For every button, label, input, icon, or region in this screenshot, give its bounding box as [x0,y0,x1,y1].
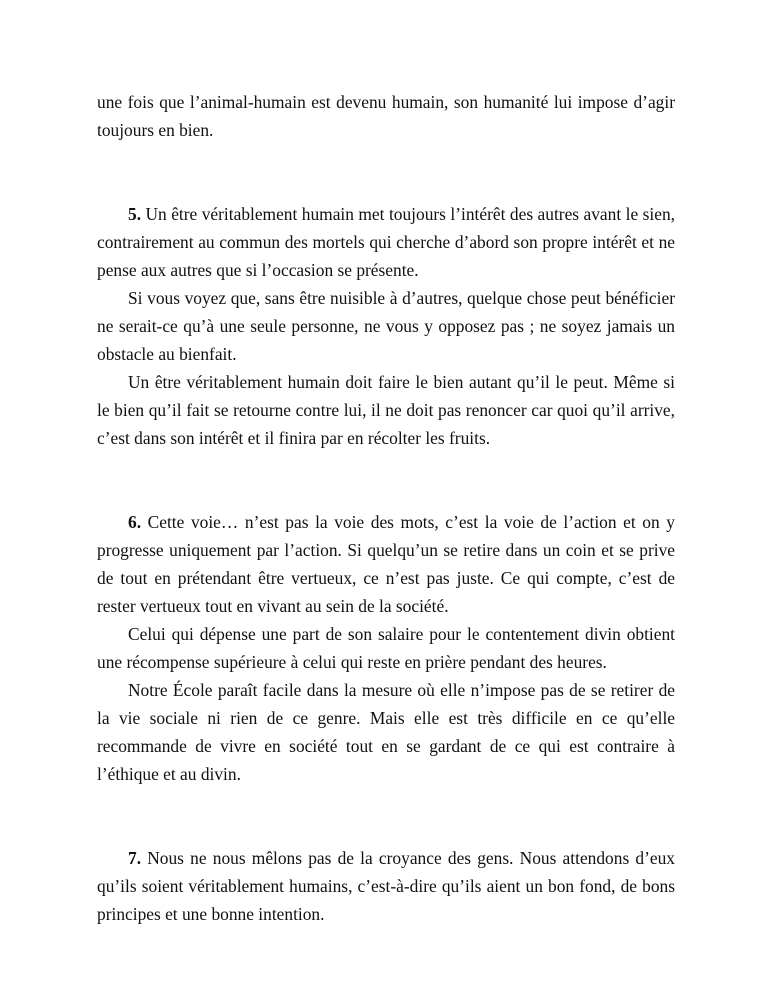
section-number: 6. [128,512,142,532]
section-5 [97,200,675,452]
section-7 [97,844,675,928]
section-paragraph: Si vous voyez que, sans être nuisible à d’autres, quelque chose peut bénéficier ne serait-ce qu’à une seule personne, ne vous y opposez pas ; ne soyez jamais un obstacle au bienfait. [97,288,675,364]
section-paragraph: Notre École paraît facile dans la mesure où elle n’impose pas de se retirer de la vie sociale ni rien de ce genre. Mais elle est très difficile en ce qu’elle recommande de vivre en société tout en se gardant de ce qui est contraire à l’éthique et au divin. [97,680,675,784]
paragraph-text: Un être véritablement humain met toujours l’intérêt des autres avant le sien, contrairement au commun des mortels qui cherche d’abord son propre intérêt et ne pense aux autres que si l’occasion se présente. [97,204,675,280]
section-paragraph [97,200,675,284]
paragraph-text: Nous ne nous mêlons pas de la croyance des gens. Nous attendons d’eux qu’ils soient véritablement humains, c’est-à-dire qu’ils aient un bon fond, de bons principes et une bonne intention. [97,848,675,924]
section-6 [97,508,675,788]
section-paragraph [97,844,675,928]
section-number: 5. [128,204,142,224]
section-paragraph [97,508,675,620]
intro-paragraph: une fois que l’animal-humain est devenu humain, son humanité lui impose d’agir toujours en bien. [97,92,675,140]
section-number: 7. [128,848,142,868]
section-paragraph: Un être véritablement humain doit faire le bien autant qu’il le peut. Même si le bien qu’il fait se retourne contre lui, il ne doit pas renoncer car quoi qu’il arrive, c’est dans son intérêt et il finira par en récolter les fruits. [97,372,675,448]
page-content [97,88,675,928]
paragraph-text: Cette voie… n’est pas la voie des mots, c’est la voie de l’action et on y progresse uniquement par l’action. Si quelqu’un se retire dans un coin et se prive de tout en prétendant être vertueux, ce n’est pas juste. Ce qui compte, c’est de rester vertueux tout en vivant au sein de la société. [97,512,675,616]
section-paragraph: Celui qui dépense une part de son salaire pour le contentement divin obtient une récompense supérieure à celui qui reste en prière pendant des heures. [97,624,675,672]
